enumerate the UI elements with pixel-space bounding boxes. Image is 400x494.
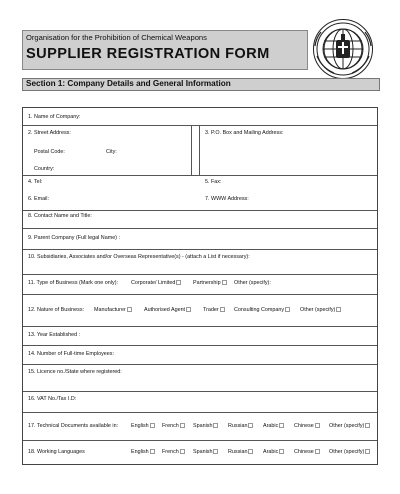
field-www[interactable]: 7. WWW Address: bbox=[205, 196, 249, 202]
option-trader[interactable] bbox=[203, 307, 225, 314]
option-lang-arabic[interactable] bbox=[263, 449, 284, 456]
option-other[interactable]: Other (specify): bbox=[234, 280, 271, 286]
field-working-languages: 18. Working Languages bbox=[28, 449, 85, 455]
option-partnership[interactable] bbox=[193, 280, 227, 287]
row-divider bbox=[23, 294, 377, 295]
field-parent-company[interactable]: 9. Parent Company (Full legal Name) : bbox=[28, 235, 120, 241]
field-subsidiaries[interactable]: 10. Subsidiaries, Associates and/or Overseas Representative(s) - (attach a List if necessary): bbox=[28, 254, 250, 260]
checkbox-icon[interactable] bbox=[365, 423, 370, 428]
row-divider bbox=[23, 391, 377, 392]
checkbox-icon[interactable] bbox=[176, 280, 181, 285]
checkbox-icon[interactable] bbox=[279, 449, 284, 454]
option-label: Consulting Company bbox=[234, 307, 285, 313]
option-lang-russian[interactable] bbox=[228, 449, 253, 456]
checkbox-icon[interactable] bbox=[285, 307, 290, 312]
checkbox-icon[interactable] bbox=[315, 423, 320, 428]
option-doc-arabic[interactable] bbox=[263, 423, 284, 430]
option-label: Other (specify) bbox=[329, 423, 365, 429]
field-street-address[interactable]: 2. Street Address: bbox=[28, 130, 71, 136]
option-label: French bbox=[162, 449, 179, 455]
option-doc-english[interactable] bbox=[131, 423, 155, 430]
checkbox-icon[interactable] bbox=[127, 307, 132, 312]
field-employees[interactable]: 14. Number of Full-time Employees: bbox=[28, 351, 114, 357]
option-lang-other[interactable] bbox=[329, 449, 370, 456]
option-doc-other[interactable] bbox=[329, 423, 370, 430]
checkbox-icon[interactable] bbox=[222, 280, 227, 285]
option-doc-russian[interactable] bbox=[228, 423, 253, 430]
form-header bbox=[22, 30, 308, 70]
checkbox-icon[interactable] bbox=[150, 423, 155, 428]
checkbox-icon[interactable] bbox=[186, 307, 191, 312]
field-postal-code[interactable]: Postal Code: bbox=[34, 149, 65, 155]
opcw-globe-emblem-icon bbox=[312, 18, 374, 80]
option-label: Spanish bbox=[193, 423, 213, 429]
option-label: Other (specify) bbox=[329, 449, 365, 455]
option-doc-spanish[interactable] bbox=[193, 423, 218, 430]
option-label: Chinese bbox=[294, 423, 314, 429]
row-divider bbox=[23, 228, 377, 229]
option-label: Corporate/ Limited bbox=[131, 280, 176, 286]
field-contact-name[interactable]: 8. Contact Name and Title: bbox=[28, 213, 92, 219]
row-divider bbox=[23, 210, 377, 211]
form-title: SUPPLIER REGISTRATION FORM bbox=[26, 46, 270, 62]
option-label: English bbox=[131, 449, 149, 455]
checkbox-icon[interactable] bbox=[213, 423, 218, 428]
checkbox-icon[interactable] bbox=[180, 449, 185, 454]
option-lang-english[interactable] bbox=[131, 449, 155, 456]
option-label: English bbox=[131, 423, 149, 429]
field-city[interactable]: City: bbox=[106, 149, 117, 155]
field-email[interactable]: 6. Email: bbox=[28, 196, 49, 202]
row-divider bbox=[23, 326, 377, 327]
option-lang-spanish[interactable] bbox=[193, 449, 218, 456]
option-manufacturer[interactable] bbox=[94, 307, 132, 314]
field-company-name[interactable]: 1. Name of Company: bbox=[28, 114, 81, 120]
option-corporate[interactable] bbox=[131, 280, 181, 287]
option-consulting-company[interactable] bbox=[234, 307, 290, 314]
checkbox-icon[interactable] bbox=[220, 307, 225, 312]
option-label: Other (specify) bbox=[300, 307, 336, 313]
option-label: Russian bbox=[228, 449, 248, 455]
checkbox-icon[interactable] bbox=[248, 449, 253, 454]
option-label: Chinese bbox=[294, 449, 314, 455]
option-doc-french[interactable] bbox=[162, 423, 185, 430]
option-other-specify[interactable] bbox=[300, 307, 341, 314]
option-lang-french[interactable] bbox=[162, 449, 185, 456]
field-type-of-business: 11. Type of Business (Mark one only): bbox=[28, 280, 118, 286]
option-label: Russian bbox=[228, 423, 248, 429]
section-1-header bbox=[22, 78, 380, 91]
row-divider bbox=[23, 249, 377, 250]
section-1-title: Section 1: Company Details and General Information bbox=[26, 79, 231, 88]
option-doc-chinese[interactable] bbox=[294, 423, 320, 430]
checkbox-icon[interactable] bbox=[213, 449, 218, 454]
checkbox-icon[interactable] bbox=[365, 449, 370, 454]
checkbox-icon[interactable] bbox=[279, 423, 284, 428]
field-nature-of-business: 12. Nature of Business: bbox=[28, 307, 85, 313]
column-divider bbox=[191, 125, 192, 175]
option-label: French bbox=[162, 423, 179, 429]
field-tel[interactable]: 4. Tel: bbox=[28, 179, 43, 185]
checkbox-icon[interactable] bbox=[150, 449, 155, 454]
option-lang-chinese[interactable] bbox=[294, 449, 320, 456]
checkbox-icon[interactable] bbox=[315, 449, 320, 454]
field-technical-documents: 17. Technical Documents available in: bbox=[28, 423, 119, 429]
row-divider bbox=[23, 125, 377, 126]
row-divider bbox=[23, 440, 377, 441]
option-label: Trader bbox=[203, 307, 219, 313]
field-fax[interactable]: 5. Fax: bbox=[205, 179, 222, 185]
option-label: Authorised Agent bbox=[144, 307, 186, 313]
field-year-established[interactable]: 13. Year Established : bbox=[28, 332, 81, 338]
row-divider bbox=[23, 274, 377, 275]
column-divider bbox=[199, 125, 200, 175]
option-label: Manufacturer bbox=[94, 307, 126, 313]
option-label: Partnership bbox=[193, 280, 221, 286]
field-po-box[interactable]: 3. P.O. Box and Mailing Address: bbox=[205, 130, 284, 136]
option-label: Arabic bbox=[263, 449, 279, 455]
option-label: Spanish bbox=[193, 449, 213, 455]
checkbox-icon[interactable] bbox=[336, 307, 341, 312]
row-divider bbox=[23, 412, 377, 413]
checkbox-icon[interactable] bbox=[180, 423, 185, 428]
checkbox-icon[interactable] bbox=[248, 423, 253, 428]
company-details-form bbox=[22, 107, 378, 465]
option-label: Arabic bbox=[263, 423, 279, 429]
field-licence[interactable]: 15. Licence no./State where registered: bbox=[28, 369, 122, 375]
organisation-name: Organisation for the Prohibition of Chemical Weapons bbox=[26, 33, 207, 42]
option-authorised-agent[interactable] bbox=[144, 307, 191, 314]
row-divider bbox=[23, 175, 377, 176]
row-divider bbox=[23, 364, 377, 365]
field-vat[interactable]: 16. VAT No./Tax I.D: bbox=[28, 396, 77, 402]
field-country[interactable]: Country: bbox=[34, 166, 55, 172]
row-divider bbox=[23, 345, 377, 346]
